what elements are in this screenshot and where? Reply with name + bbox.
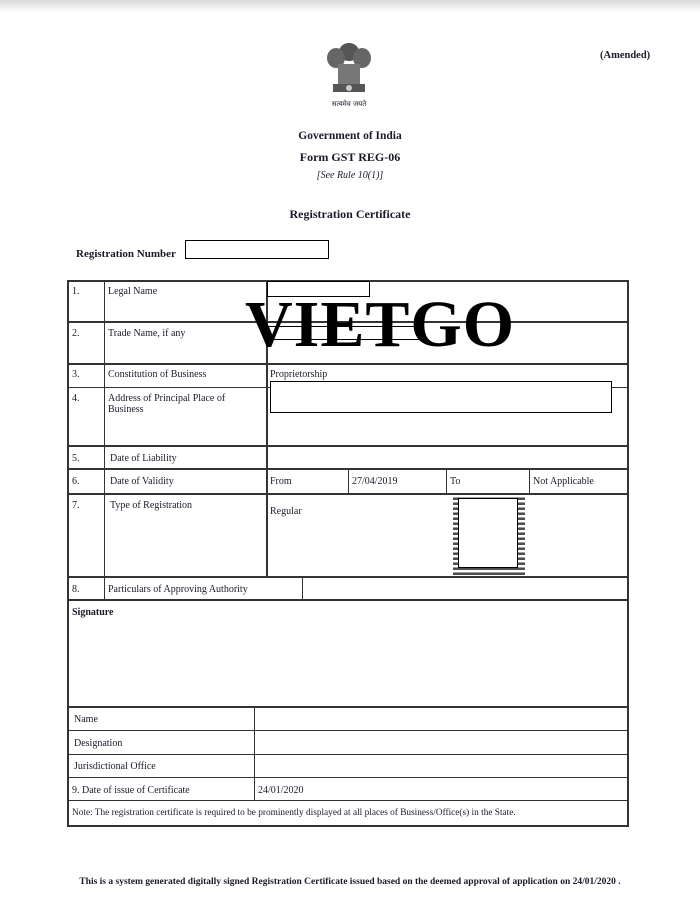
- row-6-number: 6.: [72, 476, 80, 487]
- issue-date-value: 24/01/2020: [258, 785, 304, 796]
- row-1-number: 1.: [72, 286, 80, 297]
- row-1-label: Legal Name: [108, 286, 158, 297]
- registration-type-value: Regular: [270, 506, 302, 517]
- system-generated-footer: This is a system generated digitally signed Registration Certificate issued based on the deemed approval of application on 24/01/2020 .: [79, 877, 621, 887]
- row-3-label: Constitution of Business: [108, 369, 207, 380]
- jurisdictional-office-label: Jurisdictional Office: [74, 761, 156, 772]
- amended-label: (Amended): [600, 50, 651, 61]
- certificate-title: Registration Certificate: [289, 207, 411, 221]
- row-5-label: Date of Liability: [110, 453, 177, 464]
- qr-code-redacted: [458, 498, 518, 568]
- name-label: Name: [74, 714, 98, 725]
- note-text: Note: The registration certificate is required to be prominently displayed at all places of Business/Office(s) in the State.: [72, 808, 516, 818]
- designation-label: Designation: [74, 738, 123, 749]
- government-title: Government of India: [298, 130, 402, 142]
- emblem-caption: सत्यमेव जयते: [331, 100, 367, 108]
- issue-date-label: 9. Date of issue of Certificate: [72, 785, 190, 796]
- viewer-top-shadow: [0, 0, 700, 12]
- constitution-value: Proprietorship: [270, 369, 328, 380]
- row-4-number: 4.: [72, 393, 80, 404]
- signature-label: Signature: [72, 607, 114, 618]
- registration-number-redacted: [185, 240, 329, 259]
- validity-to-value: Not Applicable: [533, 476, 594, 487]
- row-2-label: Trade Name, if any: [108, 328, 186, 339]
- vietgo-watermark: VIETGO: [245, 288, 516, 361]
- form-title: Form GST REG-06: [299, 150, 401, 164]
- row-8-label: Particulars of Approving Authority: [108, 584, 248, 595]
- row-7-number: 7.: [72, 500, 80, 511]
- validity-from-label: From: [270, 476, 292, 487]
- validity-to-label: To: [450, 476, 461, 487]
- row-4-label: Address of Principal Place of Business: [108, 393, 226, 415]
- rule-reference: [See Rule 10(1)]: [316, 170, 384, 181]
- validity-from-date: 27/04/2019: [352, 476, 398, 487]
- registration-number-label: Registration Number: [76, 248, 176, 260]
- address-redacted: [270, 381, 612, 413]
- row-8-number: 8.: [72, 584, 80, 595]
- row-3-number: 3.: [72, 369, 80, 380]
- row-2-number: 2.: [72, 328, 80, 339]
- row-6-label: Date of Validity: [110, 476, 174, 487]
- row-7-label: Type of Registration: [110, 500, 193, 511]
- row-5-number: 5.: [72, 453, 80, 464]
